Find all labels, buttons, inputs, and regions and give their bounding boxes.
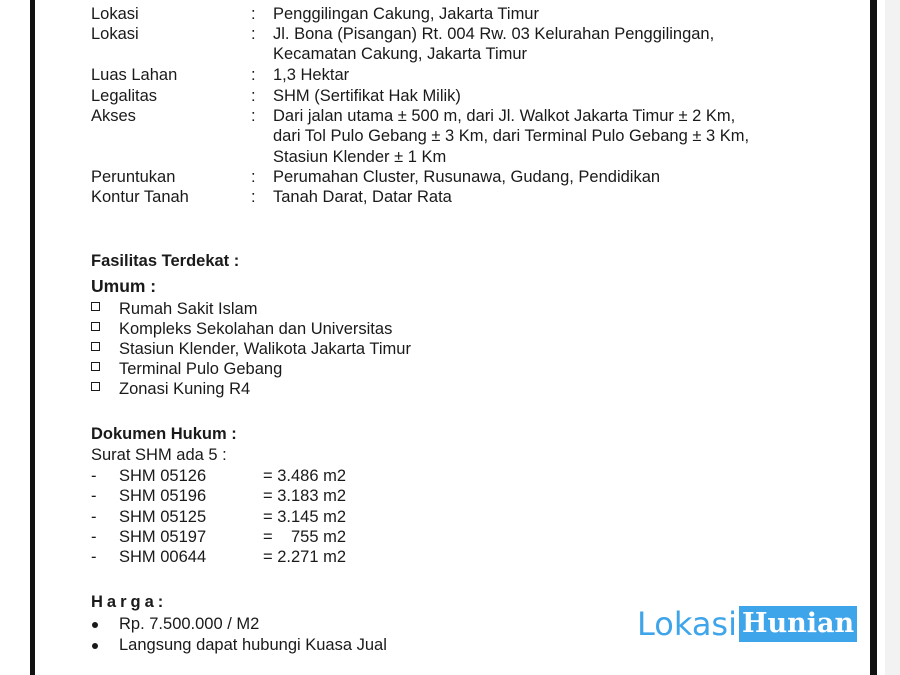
detail-value: Tanah Darat, Datar Rata bbox=[273, 188, 452, 206]
logo-text-lokasi: Lokasi bbox=[637, 605, 737, 643]
bullet-icon bbox=[92, 643, 98, 649]
detail-label: Akses bbox=[91, 107, 136, 125]
detail-colon: : bbox=[251, 107, 256, 125]
lokasihunian-logo bbox=[637, 606, 857, 642]
document-name: SHM 05125 bbox=[119, 508, 207, 526]
detail-value: Kecamatan Cakung, Jakarta Timur bbox=[273, 45, 528, 63]
detail-label: Kontur Tanah bbox=[91, 188, 189, 206]
checkbox-icon bbox=[91, 302, 100, 311]
checkbox-icon bbox=[91, 382, 100, 391]
dash-marker: - bbox=[91, 467, 97, 485]
list-item-text: Terminal Pulo Gebang bbox=[119, 360, 283, 378]
detail-colon: : bbox=[251, 66, 256, 84]
document-area: = 2.271 m2 bbox=[263, 548, 347, 566]
document-name: SHM 05196 bbox=[119, 487, 207, 505]
facilities-subheading: Umum : bbox=[91, 276, 157, 296]
list-item-text: Stasiun Klender, Walikota Jakarta Timur bbox=[119, 340, 411, 358]
detail-value: Jl. Bona (Pisangan) Rt. 004 Rw. 03 Kelurahan Penggilingan, bbox=[273, 25, 715, 43]
dash-marker: - bbox=[91, 508, 97, 526]
checkbox-icon bbox=[91, 322, 100, 331]
list-item-text: Kompleks Sekolahan dan Universitas bbox=[119, 320, 393, 338]
document-area: = 3.145 m2 bbox=[263, 508, 347, 526]
bullet-icon bbox=[92, 622, 98, 628]
detail-label: Peruntukan bbox=[91, 168, 176, 186]
document-name: SHM 05197 bbox=[119, 528, 207, 546]
detail-label: Legalitas bbox=[91, 87, 158, 105]
detail-colon: : bbox=[251, 5, 256, 23]
detail-label: Lokasi bbox=[91, 5, 139, 23]
documents-intro: Surat SHM ada 5 : bbox=[91, 446, 227, 464]
facilities-heading: Fasilitas Terdekat : bbox=[91, 252, 240, 270]
document-name: SHM 00644 bbox=[119, 548, 207, 566]
price-heading: Harga: bbox=[91, 593, 168, 611]
checkbox-icon bbox=[91, 362, 100, 371]
list-item-text: Rumah Sakit Islam bbox=[119, 300, 258, 318]
document-name: SHM 05126 bbox=[119, 467, 207, 485]
detail-label: Luas Lahan bbox=[91, 66, 178, 84]
detail-label: Lokasi bbox=[91, 25, 139, 43]
dash-marker: - bbox=[91, 548, 97, 566]
list-item-text: Langsung dapat hubungi Kuasa Jual bbox=[119, 636, 387, 654]
document-area: = 3.183 m2 bbox=[263, 487, 347, 505]
detail-value: Dari jalan utama ± 500 m, dari Jl. Walkot Jakarta Timur ± 2 Km, bbox=[273, 107, 736, 125]
detail-colon: : bbox=[251, 25, 256, 43]
detail-value: Stasiun Klender ± 1 Km bbox=[273, 148, 447, 166]
document-area: = 755 m2 bbox=[263, 528, 347, 546]
detail-value: Perumahan Cluster, Rusunawa, Gudang, Pendidikan bbox=[273, 168, 661, 186]
document-area: = 3.486 m2 bbox=[263, 467, 347, 485]
list-item-text: Rp. 7.500.000 / M2 bbox=[119, 615, 260, 633]
dash-marker: - bbox=[91, 487, 97, 505]
list-item-text: Zonasi Kuning R4 bbox=[119, 380, 251, 398]
logo-text-hunian: Hunian bbox=[739, 606, 857, 642]
detail-value: SHM (Sertifikat Hak Milik) bbox=[273, 87, 461, 105]
checkbox-icon bbox=[91, 342, 100, 351]
detail-value: 1,3 Hektar bbox=[273, 66, 350, 84]
dash-marker: - bbox=[91, 528, 97, 546]
detail-colon: : bbox=[251, 188, 256, 206]
detail-colon: : bbox=[251, 87, 256, 105]
documents-heading: Dokumen Hukum : bbox=[91, 425, 237, 443]
detail-value: Penggilingan Cakung, Jakarta Timur bbox=[273, 5, 539, 23]
detail-colon: : bbox=[251, 168, 256, 186]
detail-value: dari Tol Pulo Gebang ± 3 Km, dari Terminal Pulo Gebang ± 3 Km, bbox=[273, 127, 750, 145]
